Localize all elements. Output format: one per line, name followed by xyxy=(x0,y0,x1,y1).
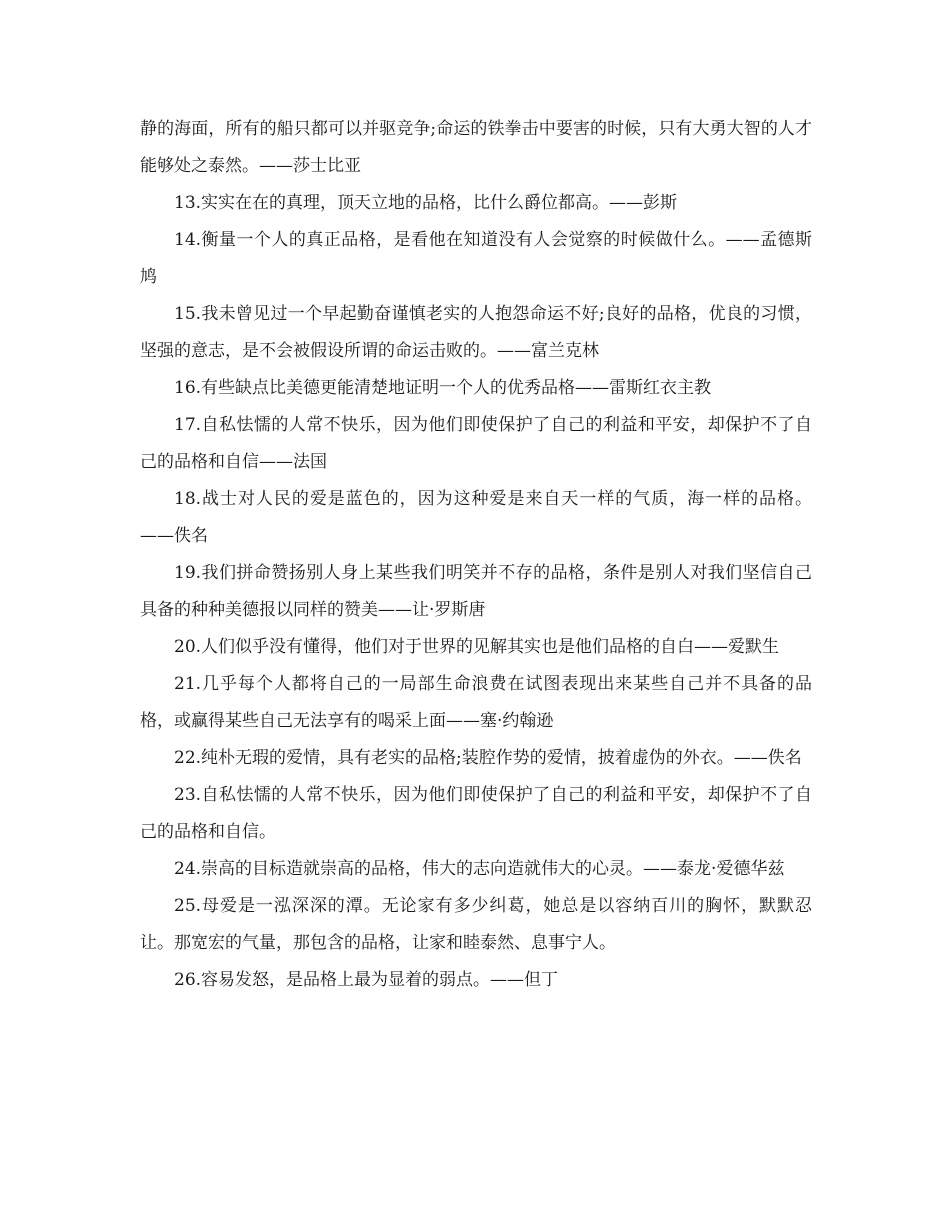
quote-18: 18.战士对人民的爱是蓝色的，因为这种爱是来自天一样的气质，海一样的品格。——佚名 xyxy=(140,489,812,546)
quote-14: 14.衡量一个人的真正品格，是看他在知道没有人会觉察的时候做什么。——孟德斯鸠 xyxy=(140,230,812,287)
quote-23: 23.自私怯懦的人常不快乐，因为他们即使保护了自己的利益和平安，却保护不了自己的品格和自信。 xyxy=(140,785,812,842)
quote-22: 22.纯朴无瑕的爱情，具有老实的品格;装腔作势的爱情，披着虚伪的外衣。——佚名 xyxy=(174,748,802,768)
quote-20: 20.人们似乎没有懂得，他们对于世界的见解其实也是他们品格的自白——爱默生 xyxy=(174,637,780,657)
quote-24: 24.崇高的目标造就崇高的品格，伟大的志向造就伟大的心灵。——泰龙·爱德华兹 xyxy=(174,859,785,879)
quote-19: 19.我们拼命赞扬别人身上某些我们明笑并不存的品格，条件是别人对我们坚信自己具备的种种美德报以同样的赞美——让·罗斯唐 xyxy=(140,563,812,620)
quote-21: 21.几乎每个人都将自己的一局部生命浪费在试图表现出来某些自己并不具备的品格，或赢得某些自己无法享有的喝采上面——塞·约翰逊 xyxy=(140,674,812,731)
quote-15: 15.我未曾见过一个早起勤奋谨慎老实的人抱怨命运不好;良好的品格，优良的习惯，坚强的意志，是不会被假设所谓的命运击败的。——富兰克林 xyxy=(140,304,812,361)
paragraph-continued: 静的海面，所有的船只都可以并驱竞争;命运的铁拳击中要害的时候，只有大勇大智的人才能够处之泰然。——莎士比亚 xyxy=(140,119,812,176)
quote-17: 17.自私怯懦的人常不快乐，因为他们即使保护了自己的利益和平安，却保护不了自己的品格和自信——法国 xyxy=(140,415,812,472)
document-body xyxy=(140,111,812,999)
quote-26: 26.容易发怒，是品格上最为显着的弱点。——但丁 xyxy=(174,970,559,990)
quote-25: 25.母爱是一泓深深的潭。无论家有多少纠葛，她总是以容纳百川的胸怀，默默忍让。那宽宏的气量，那包含的品格，让家和睦泰然、息事宁人。 xyxy=(140,896,812,953)
quote-16: 16.有些缺点比美德更能清楚地证明一个人的优秀品格——雷斯红衣主教 xyxy=(174,378,712,398)
quote-13: 13.实实在在的真理，顶天立地的品格，比什么爵位都高。——彭斯 xyxy=(174,193,678,213)
